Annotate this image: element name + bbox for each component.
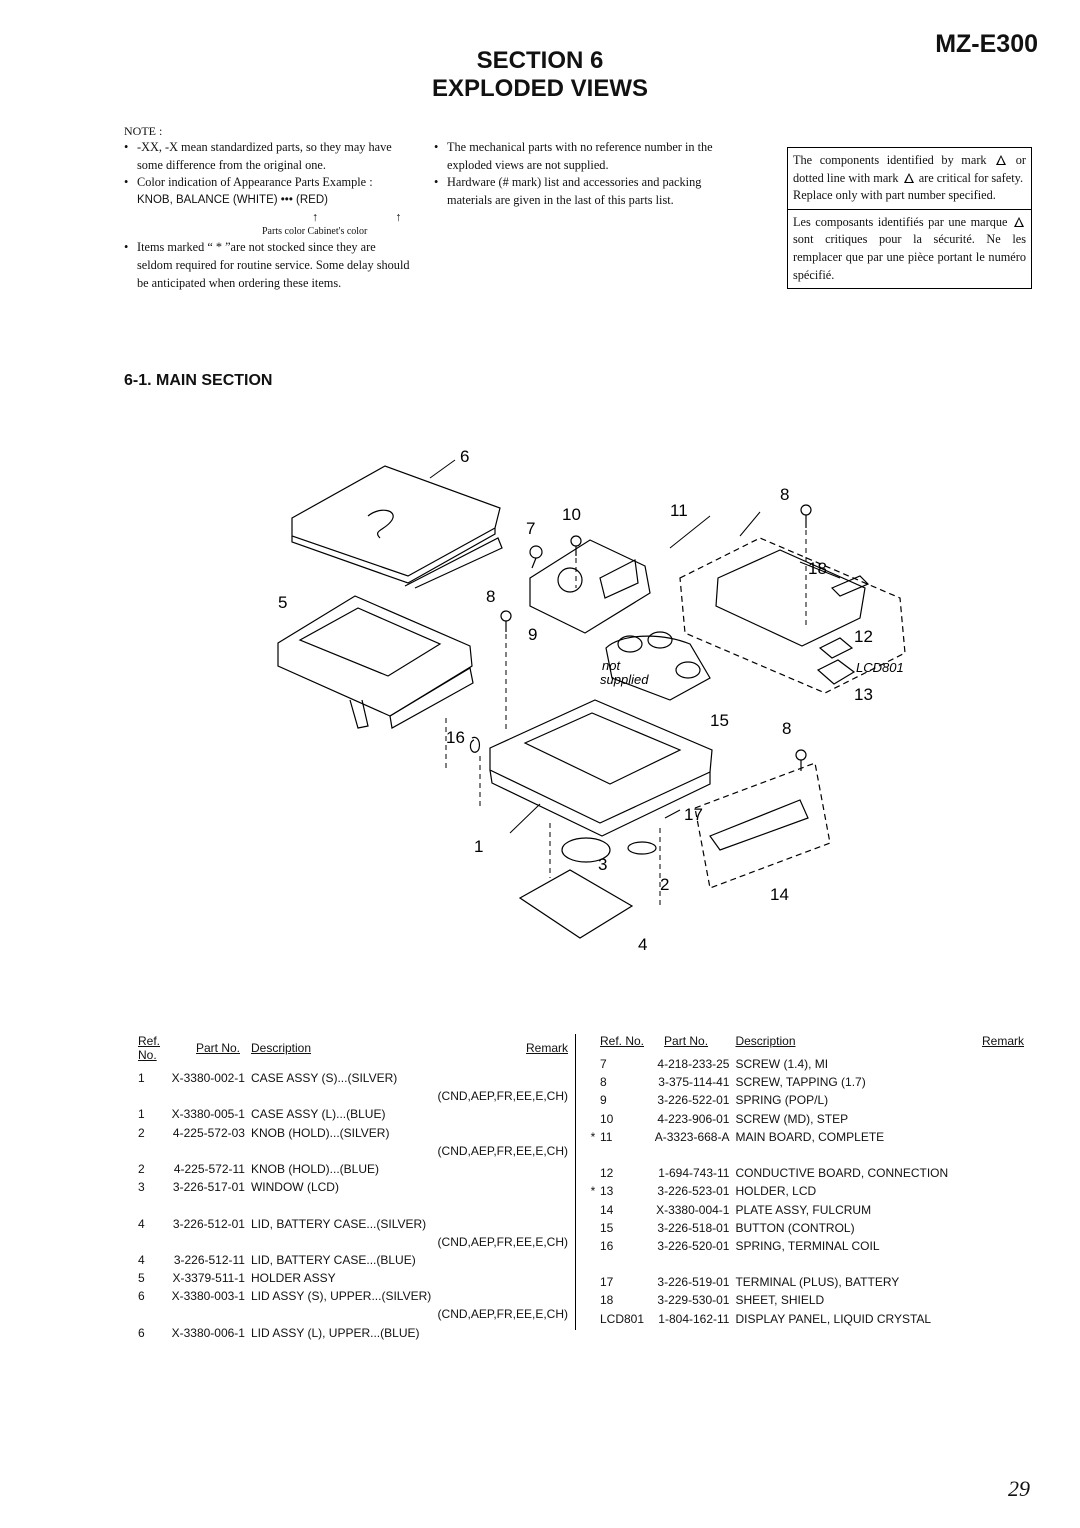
ref-no-cell	[138, 1307, 170, 1325]
remark-cell	[976, 1148, 1024, 1166]
ref-no-cell: 1	[138, 1071, 145, 1085]
description-cell: CASE ASSY (L)...(BLUE)	[250, 1107, 386, 1122]
callout-3: 3	[598, 855, 608, 874]
ref-no-cell	[138, 1144, 170, 1162]
row-mark	[124, 1089, 138, 1107]
description-cell: LID ASSY (L), UPPER...(BLUE)	[250, 1325, 420, 1340]
ref-no-cell	[138, 1198, 170, 1216]
description-cell: HOLDER, LCD	[735, 1184, 817, 1199]
part-no-cell	[644, 1148, 735, 1166]
row-mark: *	[590, 1129, 596, 1144]
screw-icon	[801, 505, 811, 528]
model-name: MZ-E300	[935, 30, 1038, 58]
ref-no-cell	[600, 1257, 644, 1275]
part-no-cell: 3-226-522-01	[657, 1093, 730, 1108]
callout-4: 4	[638, 935, 648, 954]
note-item: • -XX, -X mean standardized parts, so they may have some difference from the original one.	[124, 139, 412, 174]
row-mark	[124, 1126, 138, 1144]
remark-cell	[976, 1057, 1024, 1075]
row-mark	[586, 1148, 600, 1166]
callout-15: 15	[710, 711, 729, 730]
description-cell: DISPLAY PANEL, LIQUID CRYSTAL	[735, 1311, 932, 1326]
row-mark	[586, 1312, 600, 1330]
table-row	[124, 1289, 568, 1307]
description-cell: KNOB (HOLD)...(BLUE)	[250, 1161, 379, 1176]
remark-cell	[976, 1275, 1024, 1293]
description-cell: SPRING (POP/L)	[735, 1093, 829, 1108]
safety-text: are critical for safety.	[918, 170, 1024, 185]
remark-cell	[435, 1126, 568, 1144]
row-mark	[124, 1235, 138, 1253]
row-mark	[124, 1271, 138, 1289]
knob-hold-part	[628, 842, 656, 854]
case-assy-side	[490, 770, 710, 836]
description-cell: CONDUCTIVE BOARD, CONNECTION	[735, 1166, 949, 1181]
screw-icon	[530, 546, 542, 568]
row-mark	[586, 1166, 600, 1184]
row-mark: *	[590, 1184, 596, 1199]
safety-french	[788, 209, 1031, 288]
table-row	[586, 1130, 1024, 1148]
table-row	[124, 1235, 568, 1253]
row-mark	[586, 1112, 600, 1130]
table-row	[124, 1089, 568, 1107]
remark-cell: (CND,AEP,FR,EE,E,CH)	[437, 1307, 568, 1322]
case-inner	[525, 713, 680, 784]
part-no-cell: 4-223-906-01	[657, 1111, 730, 1126]
callout-1: 1	[474, 837, 484, 856]
safety-notice-box	[787, 147, 1032, 289]
remark-cell	[976, 1293, 1024, 1311]
note-item: • The mechanical parts with no reference number in the exploded views are not supplied.	[434, 139, 719, 174]
description-cell: PLATE ASSY, FULCRUM	[735, 1202, 872, 1217]
row-mark	[124, 1307, 138, 1325]
pickup-part	[600, 560, 638, 598]
remark-cell	[435, 1162, 568, 1180]
safety-text: The components identified by mark	[793, 153, 987, 167]
table-row	[124, 1144, 568, 1162]
header-ref-no: Ref. No.	[138, 1034, 161, 1062]
part-no-cell: X-3380-005-1	[171, 1107, 245, 1122]
ref-no-cell: 11	[600, 1129, 613, 1144]
safety-text: Les composants identifiés par une marque	[793, 214, 1008, 229]
remark-cell: (CND,AEP,FR,EE,E,CH)	[437, 1234, 568, 1249]
remark-cell	[435, 1271, 568, 1289]
not-supplied-label: not	[602, 658, 621, 673]
remark-cell	[435, 1326, 568, 1344]
table-row	[586, 1293, 1024, 1311]
callout-lcd801: LCD801	[856, 660, 904, 675]
remark-cell	[976, 1166, 1024, 1184]
description-cell	[251, 1307, 435, 1325]
ref-no-cell: 16	[600, 1238, 614, 1253]
table-row	[586, 1257, 1024, 1275]
part-no-cell: X-3379-511-1	[172, 1271, 245, 1286]
table-row	[124, 1253, 568, 1271]
description-cell: KNOB (HOLD)...(SILVER)	[250, 1125, 390, 1140]
description-cell: SCREW, TAPPING (1.7)	[735, 1075, 866, 1090]
header-description: Description	[735, 1034, 796, 1048]
section-title: EXPLODED VIEWS	[431, 75, 649, 102]
shield-sheet-part	[832, 576, 868, 596]
safety-text: sont critiques pour la sécurité. Ne les remplacer que par une pièce portant le numéro spécifié.	[793, 232, 1026, 282]
subsection-title: 6-1. MAIN SECTION	[124, 372, 273, 389]
description-cell: HOLDER ASSY	[250, 1271, 336, 1286]
callout-8: 8	[780, 485, 790, 504]
part-no-cell: A-3323-668-A	[654, 1129, 730, 1144]
remark-cell	[435, 1198, 568, 1216]
table-row	[586, 1203, 1024, 1221]
lcd-part	[820, 638, 852, 658]
remark-cell	[976, 1221, 1024, 1239]
table-row	[586, 1093, 1024, 1111]
case-assy-part	[490, 700, 712, 823]
part-no-cell: X-3380-006-1	[171, 1325, 245, 1340]
description-cell	[251, 1089, 435, 1107]
part-no-cell: 4-225-572-03	[172, 1125, 245, 1140]
column-divider	[575, 1034, 576, 1330]
holder-tab	[350, 700, 368, 728]
callout-5: 5	[278, 593, 288, 612]
callout-11: 11	[670, 501, 688, 520]
parts-table-right	[586, 1034, 1024, 1330]
example-caption: Parts color Cabinet's color	[262, 226, 368, 238]
table-row	[124, 1162, 568, 1180]
row-mark	[124, 1217, 138, 1235]
callout-8c: 8	[782, 719, 792, 738]
table-row	[124, 1198, 568, 1216]
remark-cell	[976, 1257, 1024, 1275]
ref-no-cell: 10	[600, 1111, 614, 1126]
table-row	[586, 1112, 1024, 1130]
row-mark	[124, 1071, 138, 1089]
part-no-cell: 3-229-530-01	[657, 1293, 730, 1308]
remark-cell	[435, 1217, 568, 1235]
page-number: 29	[1008, 1476, 1030, 1501]
description-cell: WINDOW (LCD)	[250, 1180, 339, 1195]
remark-cell	[976, 1203, 1024, 1221]
ref-no-cell: 8	[600, 1075, 607, 1090]
row-mark	[124, 1253, 138, 1271]
remark-cell	[435, 1107, 568, 1125]
exploded-view-diagram	[240, 438, 940, 978]
note-item: • Items marked “ * ”are not stocked since they are seldom required for routine service. Some delay should be anticipated when ordering these items.	[124, 239, 412, 292]
button-control-part	[606, 636, 710, 700]
part-no-cell	[170, 1144, 251, 1162]
row-mark	[124, 1198, 138, 1216]
description-cell: SHEET, SHIELD	[735, 1293, 825, 1308]
warning-triangle-icon	[996, 155, 1006, 165]
description-cell: SCREW (MD), STEP	[735, 1111, 849, 1126]
callout-12: 12	[854, 627, 873, 646]
table-row	[124, 1326, 568, 1344]
part-no-cell	[170, 1089, 251, 1107]
header-remark: Remark	[981, 1034, 1024, 1048]
description-cell	[251, 1235, 435, 1253]
upper-lid-edge	[405, 538, 502, 588]
remark-cell	[976, 1093, 1024, 1111]
part-no-cell: X-3380-003-1	[171, 1289, 245, 1304]
description-cell: MAIN BOARD, COMPLETE	[735, 1129, 885, 1144]
part-no-cell: 3-226-523-01	[657, 1184, 730, 1199]
battery-lid-part	[520, 870, 632, 938]
remark-cell	[435, 1180, 568, 1198]
row-mark	[586, 1203, 600, 1221]
callout-9: 9	[528, 625, 538, 644]
table-row	[124, 1217, 568, 1235]
remark-cell	[976, 1075, 1024, 1093]
spindle-icon	[558, 568, 582, 592]
description-cell: LID, BATTERY CASE...(SILVER)	[250, 1216, 427, 1231]
table-row	[124, 1180, 568, 1198]
part-no-cell	[644, 1257, 735, 1275]
row-mark	[586, 1239, 600, 1257]
part-no-cell: 1-804-162-11	[658, 1311, 730, 1326]
example-line: KNOB, BALANCE (WHITE) ••• (RED)	[137, 193, 328, 206]
table-row	[586, 1275, 1024, 1293]
part-no-cell	[170, 1198, 251, 1216]
callout-2: 2	[660, 875, 670, 894]
mechanism-part	[530, 540, 650, 633]
description-cell: LID ASSY (S), UPPER...(SILVER)	[250, 1289, 432, 1304]
remark-cell	[435, 1289, 568, 1307]
ref-no-cell: LCD801	[600, 1311, 645, 1326]
note-item: • Hardware (# mark) list and accessories and packing materials are given in the last of this parts list.	[434, 174, 719, 209]
part-no-cell: 3-226-517-01	[172, 1180, 245, 1195]
part-no-cell: 1-694-743-11	[658, 1166, 730, 1181]
header-remark: Remark	[525, 1041, 568, 1055]
description-cell: CASE ASSY (S)...(SILVER)	[250, 1071, 398, 1085]
not-supplied-label: supplied	[600, 672, 649, 687]
lid-logo	[368, 510, 393, 538]
table-row	[586, 1312, 1024, 1330]
part-no-cell: X-3380-004-1	[656, 1202, 730, 1217]
table-row	[586, 1239, 1024, 1257]
example-arrows: ↑ ↑	[312, 210, 402, 225]
callout-17: 17	[684, 805, 703, 824]
fulcrum-plate-part	[710, 800, 808, 850]
row-mark	[586, 1221, 600, 1239]
ref-no-cell	[138, 1235, 170, 1253]
ref-no-cell: 1	[138, 1107, 145, 1122]
ref-no-cell: 2	[138, 1125, 145, 1140]
remark-cell: (CND,AEP,FR,EE,E,CH)	[437, 1089, 568, 1104]
notes-middle-column	[434, 139, 719, 209]
holder-inner	[300, 608, 440, 676]
safety-text: or dotted line with mark	[793, 153, 1027, 185]
ref-no-cell: 7	[600, 1057, 607, 1071]
table-row	[124, 1107, 568, 1125]
ref-no-cell	[600, 1148, 644, 1166]
notes-left-column	[124, 139, 412, 292]
holder-rail	[390, 668, 473, 728]
row-mark	[586, 1293, 600, 1311]
note-item: • Color indication of Appearance Parts Example :	[124, 174, 412, 192]
row-mark	[124, 1107, 138, 1125]
row-mark	[124, 1144, 138, 1162]
ref-no-cell: 9	[600, 1093, 607, 1108]
warning-triangle-icon	[1014, 217, 1024, 227]
row-mark	[124, 1180, 138, 1198]
ref-no-cell: 13	[600, 1184, 614, 1199]
part-no-cell: 4-218-233-25	[657, 1057, 730, 1071]
ref-no-cell: 18	[600, 1293, 614, 1308]
row-mark	[124, 1289, 138, 1307]
ref-no-cell: 3	[138, 1180, 145, 1195]
remark-cell	[976, 1239, 1024, 1257]
remark-cell	[976, 1130, 1024, 1148]
safety-english	[788, 148, 1031, 209]
row-mark	[124, 1326, 138, 1344]
table-row	[586, 1221, 1024, 1239]
remark-cell: (CND,AEP,FR,EE,E,CH)	[437, 1143, 568, 1158]
description-cell	[735, 1148, 976, 1166]
part-no-cell: 3-226-512-01	[172, 1216, 245, 1231]
callout-10: 10	[562, 505, 581, 524]
ref-no-cell: 6	[138, 1325, 145, 1340]
ref-no-cell: 17	[600, 1275, 614, 1290]
screw-icon	[501, 611, 511, 632]
header-description: Description	[250, 1041, 312, 1055]
part-no-cell: 3-375-114-41	[658, 1075, 730, 1090]
row-mark	[586, 1057, 600, 1075]
row-mark	[586, 1257, 600, 1275]
description-cell: SPRING, TERMINAL COIL	[735, 1238, 880, 1253]
table-row	[124, 1271, 568, 1289]
safety-text: Replace only with part number specified.	[793, 188, 996, 203]
remark-cell	[976, 1112, 1024, 1130]
table-row	[586, 1184, 1024, 1202]
callout-16: 16	[446, 728, 465, 747]
spring-coil-part	[470, 737, 479, 752]
row-mark	[124, 1162, 138, 1180]
remark-cell	[435, 1253, 568, 1271]
ref-no-cell: 5	[138, 1271, 145, 1286]
part-no-cell: 3-226-518-01	[657, 1220, 730, 1235]
ref-no-cell: 4	[138, 1252, 145, 1267]
ref-no-cell: 4	[138, 1216, 145, 1231]
ref-no-cell: 14	[600, 1202, 614, 1217]
fulcrum-plate-frame	[695, 763, 830, 888]
ref-no-cell: 2	[138, 1161, 145, 1176]
callout-18: 18	[808, 559, 827, 578]
table-row	[124, 1307, 568, 1325]
section-number: SECTION 6	[476, 47, 604, 74]
ref-no-cell	[138, 1089, 170, 1107]
callout-14: 14	[770, 885, 789, 904]
description-cell	[251, 1198, 435, 1216]
table-row	[586, 1075, 1024, 1093]
table-row	[124, 1126, 568, 1144]
part-no-cell: 4-225-572-11	[173, 1161, 245, 1176]
ref-no-cell: 15	[600, 1220, 614, 1235]
lcd-holder-part	[818, 660, 854, 684]
table-row	[586, 1148, 1024, 1166]
description-cell: SCREW (1.4), MI	[735, 1057, 829, 1071]
row-mark	[586, 1075, 600, 1093]
part-no-cell: 3-226-520-01	[657, 1238, 730, 1253]
description-cell: LID, BATTERY CASE...(BLUE)	[250, 1252, 416, 1267]
part-no-cell	[170, 1307, 251, 1325]
remark-cell	[976, 1312, 1024, 1330]
ref-no-cell: 6	[138, 1289, 145, 1304]
description-cell: BUTTON (CONTROL)	[735, 1220, 855, 1235]
callout-6: 6	[460, 447, 470, 466]
part-no-cell	[170, 1235, 251, 1253]
row-mark	[586, 1093, 600, 1111]
ref-no-cell: 12	[600, 1166, 614, 1181]
remark-cell	[435, 1071, 568, 1089]
callout-8b: 8	[486, 587, 496, 606]
row-mark	[586, 1275, 600, 1293]
table-row	[586, 1057, 1024, 1075]
header-part-no: Part No.	[664, 1034, 709, 1048]
callout-7: 7	[526, 519, 536, 538]
parts-table-left	[124, 1034, 568, 1344]
description-cell	[735, 1257, 976, 1275]
header-ref-no: Ref. No.	[600, 1034, 645, 1048]
description-cell: TERMINAL (PLUS), BATTERY	[735, 1275, 900, 1290]
table-row	[124, 1071, 568, 1089]
note-heading: NOTE :	[124, 124, 163, 138]
header-part-no: Part No.	[196, 1041, 241, 1055]
part-no-cell: 3-226-519-01	[657, 1275, 730, 1290]
main-board-part	[716, 550, 865, 646]
remark-cell	[976, 1184, 1024, 1202]
part-no-cell: 3-226-512-11	[173, 1252, 245, 1267]
table-row	[586, 1166, 1024, 1184]
upper-lid-part	[292, 466, 500, 576]
callout-13: 13	[854, 685, 873, 704]
description-cell	[251, 1144, 435, 1162]
part-no-cell: X-3380-002-1	[171, 1071, 245, 1085]
warning-triangle-icon	[904, 173, 914, 183]
holder-assy-part	[278, 596, 472, 716]
